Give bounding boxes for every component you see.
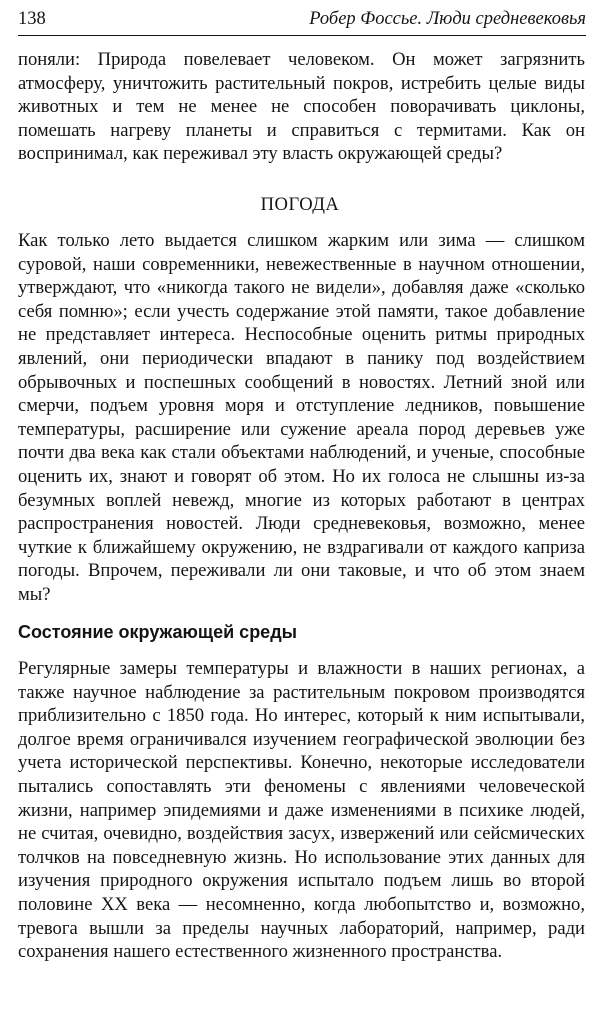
running-title: Робер Фоссье. Люди средневековья [309,9,586,29]
intro-text-block [18,48,585,166]
weather-text-block [18,229,585,607]
section-heading-weather: ПОГОДА [260,194,340,215]
header-rule [18,35,586,36]
paragraph-environment: Регулярные замеры температуры и влажности в наших регионах, а также научное наблюдение за растительным покровом производятся приблизительно с 1850 года. Но интерес, который к ним испытывали, долгое время ограничивался изучением географической эволюции без учета исторической перспективы. Конечно, некоторые исследователи пытались сопоставлять эти феномены с явлениями человеческой жизни, например эпидемиями и даже изменениями в психике людей, не считая, очевидно, воздействия засух, извержений или сейсмических толчков на повседневную жизнь. Но использование этих данных для изучения природного окружения испытало подъем лишь во второй половине XX века — несомненно, когда любопытство и, возможно, тревога вышли за пределы научных лабораторий, например, ради сохранения нашего естественного жизненного пространства. [18,658,585,963]
running-head [18,6,586,32]
paragraph-weather: Как только лето выдается слишком жарким или зима — слишком суровой, наши современники, невежественные в научном отношении, утверждают, что «никогда такого не видели», добавляя даже «сколько себя помню»; если учесть содержание этой памяти, такое добавление не представляет интереса. Неспособные оценить ритмы природных явлений, они периодически впадают в панику под воздействием обрывочных и поспешных сообщений в новостях. Летний зной или смерчи, подъем уровня моря и отступление ледников, повышение температуры, расширение или сужение ареала пород деревьев уже почти два века как стали объектами наблюдений, и ученые, способные оценить их, знают и говорят об этом. Но их голоса не слышны из-за безумных воплей невежд, многие из которых работают в центрах распространения новостей. Люди средневековья, возможно, менее чуткие к ближайшему окружению, не вздрагивали от каждого каприза погоды. Впрочем, переживали ли они таковые, и что об этом знаем мы? [18,230,585,605]
subsection-heading-environment: Состояние окружающей среды [18,622,297,642]
environment-text-block [18,657,585,964]
paragraph-intro: поняли: Природа повелевает человеком. Он может загрязнить атмосферу, уничтожить растительный покров, истребить целые виды животных и тем не менее не способен поворачивать циклоны, помешать нагреву планеты и справиться с термитами. Как он воспринимал, как переживал эту власть окружающей среды? [18,49,585,165]
page-number: 138 [18,9,46,29]
